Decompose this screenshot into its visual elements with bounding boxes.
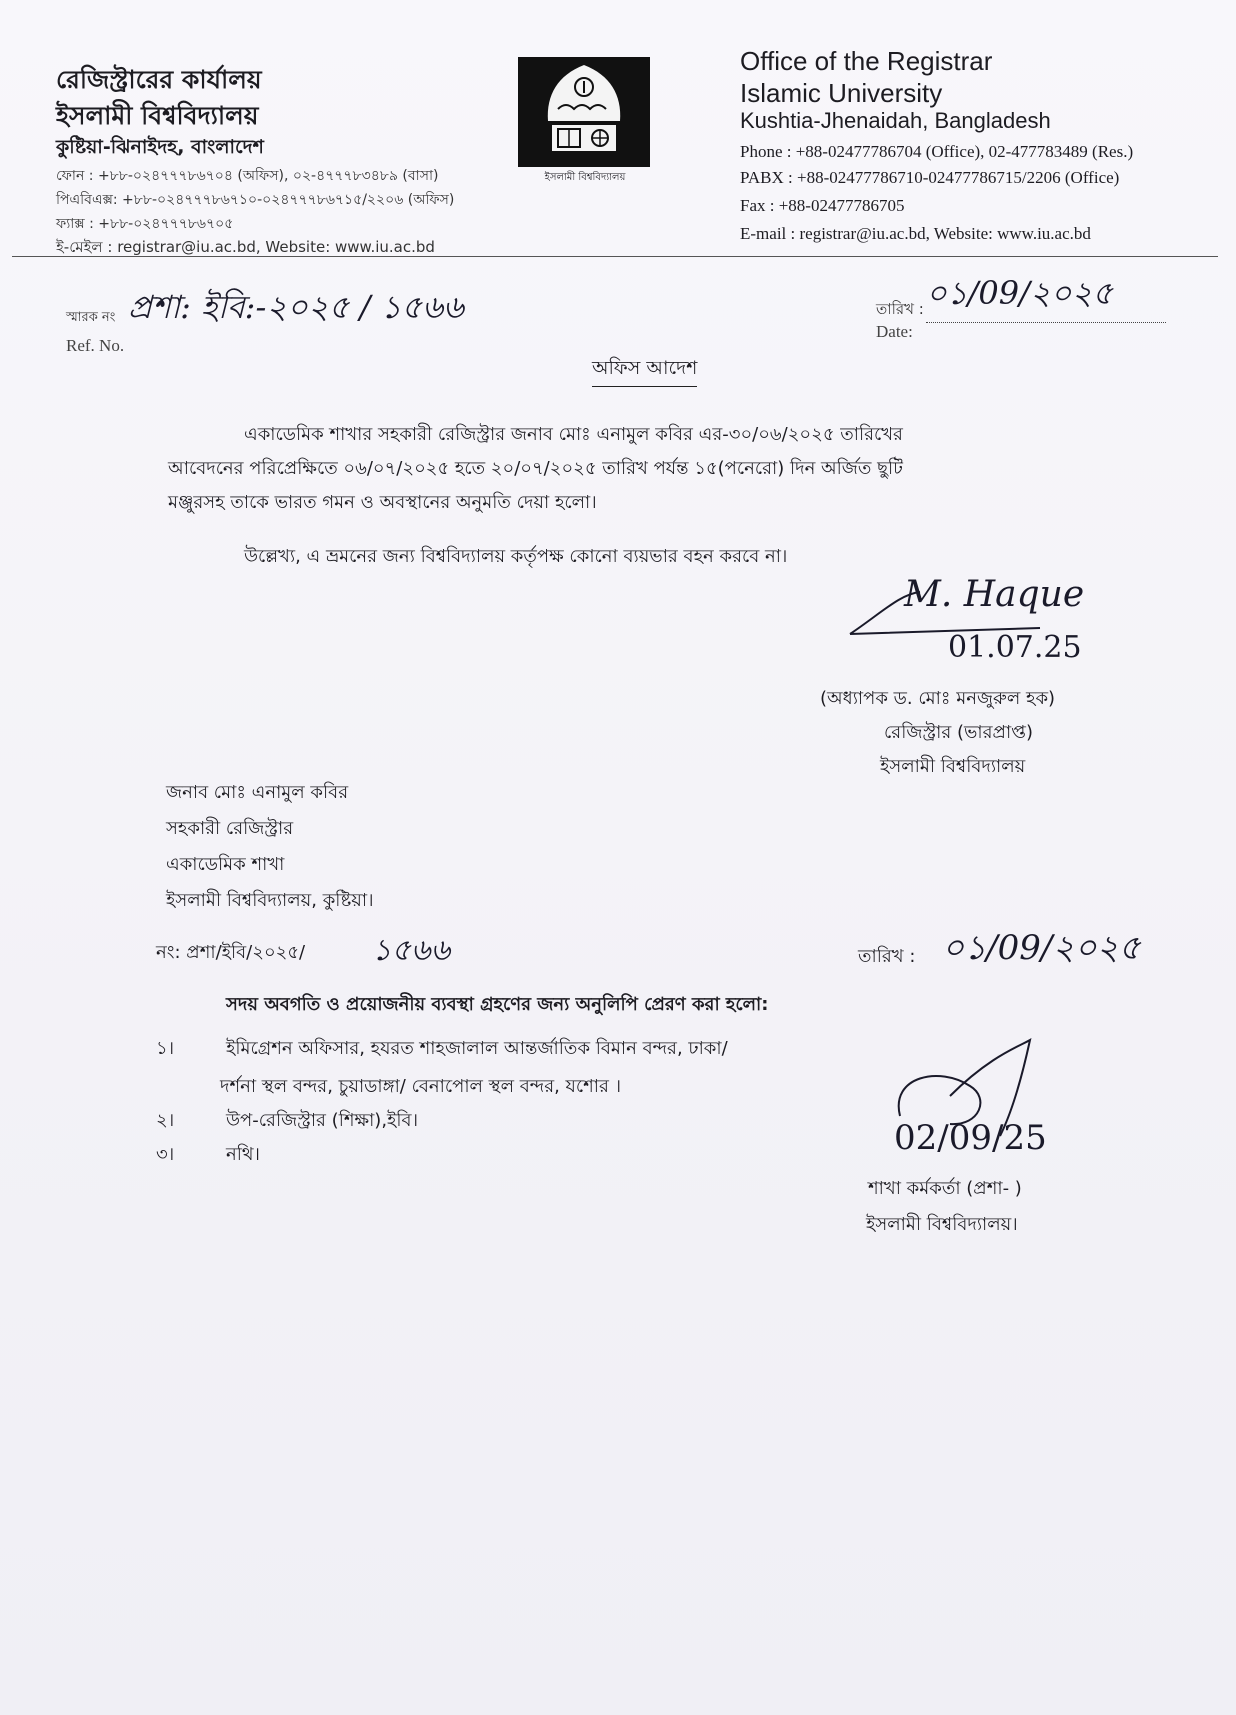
en-fax: Fax : +88-02477786705 <box>740 196 905 215</box>
university-logo <box>518 57 650 167</box>
subject-heading: অফিস আদেশ <box>592 354 697 387</box>
en-phone: Phone : +88-02477786704 (Office), 02-477783489 (Res.) <box>740 142 1134 161</box>
copy-date-label: তারিখ : <box>858 946 916 967</box>
body-para2: উল্লেখ্য, এ ভ্রমনের জন্য বিশ্ববিদ্যালয় কর্তৃপক্ষ কোনো ব্যয়ভার বহন করবে না। <box>244 546 788 567</box>
bn-university-title: ইসলামী বিশ্ববিদ্যালয় <box>56 101 259 130</box>
officer-designation: শাখা কর্মকর্তা (প্রশা- ) <box>868 1178 1022 1199</box>
officer-sign-date: 02/09/25 <box>894 1118 1047 1158</box>
en-university-title: Islamic University <box>740 78 943 108</box>
date-en-label: Date: <box>876 322 913 341</box>
copy-date-value: ০১/09/২০২৫ <box>942 928 1141 968</box>
copy-item-line: ইমিগ্রেশন অফিসার, হযরত শাহজালাল আন্তর্জাতিক বিমান বন্দর, ঢাকা/ <box>226 1038 728 1059</box>
copy-no-value: ১৫৬৬ <box>372 933 450 968</box>
en-office-title: Office of the Registrar <box>740 46 993 76</box>
body-para1-line3: মঞ্জুরসহ তাকে ভারত গমন ও অবস্থানের অনুমতি দেয়া হলো। <box>168 492 597 513</box>
copy-item-num: ২। <box>156 1110 175 1131</box>
registrar-org: ইসলামী বিশ্ববিদ্যালয় <box>880 756 1026 777</box>
ref-date: ০১/09/২০২৫ <box>926 268 1166 323</box>
recipient-name: জনাব মোঃ এনামুল কবির <box>166 782 349 803</box>
en-email: E-mail : registrar@iu.ac.bd, Website: www.iu.ac.bd <box>740 224 1091 243</box>
registrar-name: (অধ্যাপক ড. মোঃ মনজুরুল হক) <box>820 688 1056 709</box>
copy-item-line: উপ-রেজিস্ট্রার (শিক্ষা),ইবি। <box>226 1110 419 1131</box>
logo-caption: ইসলামী বিশ্ববিদ্যালয় <box>544 172 626 183</box>
bn-phone: ফোন : +৮৮-০২৪৭৭৭৮৬৭০৪ (অফিস), ০২-৪৭৭৭৮৩৪৮৯ (বাসা) <box>56 168 439 184</box>
copy-item-line: নথি। <box>226 1144 260 1165</box>
bn-location: কুষ্টিয়া-ঝিনাইদহ, বাংলাদেশ <box>56 136 264 158</box>
ref-en-label: Ref. No. <box>66 336 125 355</box>
bn-email: ই-মেইল : registrar@iu.ac.bd, Website: www.iu.ac.bd <box>56 238 435 256</box>
recipient-section: একাডেমিক শাখা <box>166 854 285 875</box>
ref-number: প্রশা: ইবি:-২০২৫ / ১৫৬৬ <box>128 288 464 326</box>
en-location: Kushtia-Jhenaidah, Bangladesh <box>740 108 1051 133</box>
en-pabx: PABX : +88-02477786710-02477786715/2206 (Office) <box>740 168 1120 187</box>
bn-fax: ফ্যাক্স : +৮৮-০২৪৭৭৭৮৬৭০৫ <box>56 216 234 232</box>
body-para1-line2: আবেদনের পরিপ্রেক্ষিতে ০৬/০৭/২০২৫ হতে ২০/০৭/২০২৫ তারিখ পর্যন্ত ১৫(পনেরো) দিন অর্জিত ছুটি <box>168 458 903 479</box>
officer-org: ইসলামী বিশ্ববিদ্যালয়। <box>866 1214 1018 1235</box>
date-bn-label: তারিখ : <box>876 300 924 318</box>
registrar-designation: রেজিস্ট্রার (ভারপ্রাপ্ত) <box>884 722 1033 743</box>
copy-item-num: ৩। <box>156 1144 175 1165</box>
logo-emblem-icon <box>518 57 650 167</box>
copy-heading: সদয় অবগতি ও প্রয়োজনীয় ব্যবস্থা গ্রহণের জন্য অনুলিপি প্রেরণ করা হলো: <box>226 994 769 1015</box>
registrar-signature: M. Haque <box>904 574 1085 615</box>
recipient-org: ইসলামী বিশ্ববিদ্যালয়, কুষ্টিয়া। <box>166 890 374 911</box>
registrar-sign-date: 01.07.25 <box>948 630 1082 665</box>
header-divider <box>12 256 1218 257</box>
recipient-designation: সহকারী রেজিস্ট্রার <box>166 818 294 839</box>
copy-item-line: দর্শনা স্থল বন্দর, চুয়াডাঙ্গা/ বেনাপোল স্থল বন্দর, যশোর । <box>220 1076 622 1097</box>
bn-office-title: রেজিস্ট্রারের কার্যালয় <box>56 65 262 94</box>
bn-pabx: পিএবিএক্স: +৮৮-০২৪৭৭৭৮৬৭১০-০২৪৭৭৭৮৬৭১৫/২২০৬ (অফিস) <box>56 192 455 208</box>
copy-no-label: নং: প্রশা/ইবি/২০২৫/ <box>156 942 306 963</box>
copy-item-num: ১। <box>156 1038 175 1059</box>
ref-bn-label: স্মারক নং <box>66 310 116 325</box>
body-para1-line1: একাডেমিক শাখার সহকারী রেজিস্ট্রার জনাব মোঃ এনামুল কবির এর-৩০/০৬/২০২৫ তারিখের <box>244 424 903 445</box>
